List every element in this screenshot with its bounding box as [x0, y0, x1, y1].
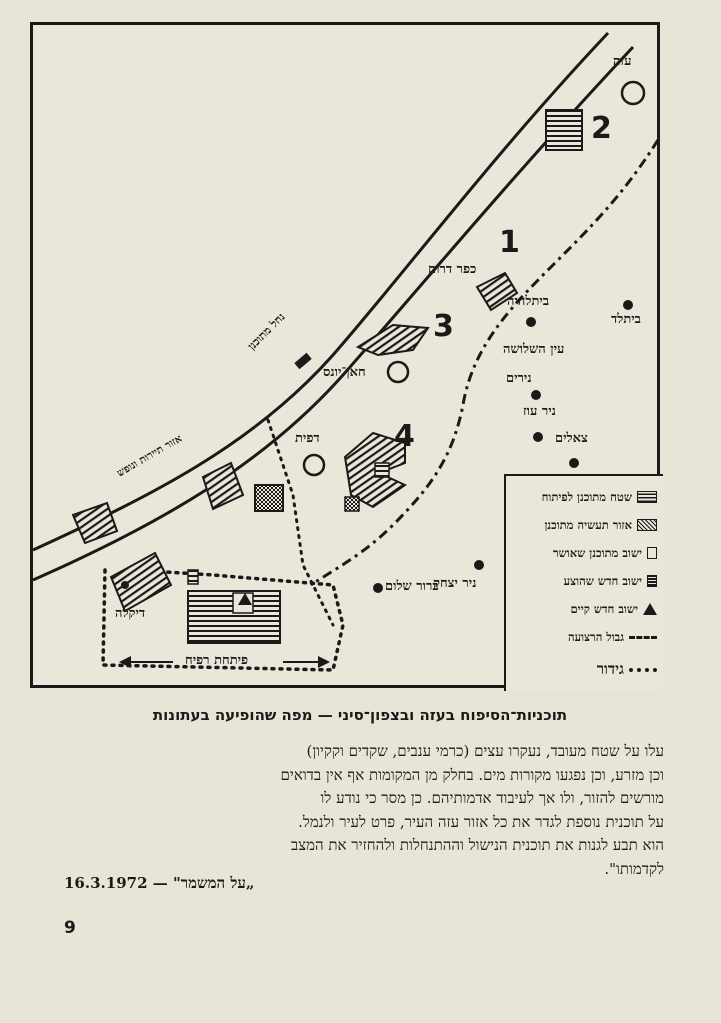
article-line: לקדמותו". [604, 859, 664, 878]
map-caption: תוכניות־הסיפוח בעזה ובצפון־סיני — מפה שהופיעה בעתונות [152, 706, 568, 724]
page-number: 9 [64, 918, 76, 938]
industry-area [255, 485, 283, 511]
planned-area-swatch [637, 491, 657, 503]
label-gaza: עזה [613, 54, 632, 69]
area-2 [546, 110, 582, 150]
triangle-icon [643, 603, 657, 615]
article-line: וכן מזרע, וכן נפגעו מקורות מים. בחלק מן המקומות אף אין בדואים [280, 765, 664, 784]
khan-yunis-circle [388, 362, 408, 382]
industry-swatch [637, 519, 657, 531]
map-frame [30, 22, 660, 688]
article-line: מורשים להזור, ולו אך לעיבוד אדמותיהם. כן מסר כי נודע לו [320, 789, 664, 807]
nahal-marker [294, 353, 311, 369]
area-number-3: 3 [433, 309, 454, 344]
coast-area-left [73, 503, 117, 543]
label-bror-shalom: ברור שלום [385, 579, 439, 594]
area-number-2: 2 [591, 111, 612, 146]
legend-proposed-border: גבול הרצועה [568, 630, 657, 644]
label-bet-lid: ביתלד [611, 312, 641, 327]
label-dafit: דפית [295, 431, 320, 446]
legend-planned-area: שטח מתוכנן לפיתוח [542, 490, 657, 504]
source-citation: „על המשמר" — 16.3.1972 [64, 874, 255, 892]
article-line: עלו על שטח מעובד, נעקרו עצים (כרמי ענבים, שקדים וקקיון) [306, 742, 664, 760]
gaza-circle [622, 82, 644, 104]
label-ein-hashlosha: עין השלושה [503, 342, 565, 357]
area-3 [358, 325, 428, 355]
article-line: הוא תבע לגנות את תוכנית הנישול וההתנחלות ולהחזיר את המצב [290, 836, 664, 854]
label-kfar-darom: כפר דרום [428, 262, 477, 277]
article-text [64, 740, 664, 881]
legend-planned-industry: אזור תעשיה מתוכנן [544, 518, 657, 532]
legend-fence: גידור [597, 660, 657, 679]
label-rafiah-corridor: פיתחת רפיח [185, 653, 249, 668]
executed-settlement-marker [188, 570, 198, 584]
area-number-4: 4 [394, 419, 415, 454]
executed-swatch [647, 575, 657, 587]
dafit-circle [304, 455, 324, 475]
label-dikla: דיקלה [115, 606, 146, 621]
dash-line-swatch [629, 636, 657, 639]
legend-approved-settlement: ישוב מתוכנן שאושר [553, 546, 657, 560]
label-tourism-zone: אזור תיירות ונופש [114, 432, 185, 480]
label-nirim: נירים [506, 371, 532, 386]
label-nahal-mitzvan: נחל מתוכנן [245, 310, 288, 353]
dikla-area [111, 553, 171, 611]
approved-swatch [647, 547, 657, 559]
legend-new-settlement-existing: ישוב חדש קיים [571, 602, 658, 616]
label-nir-oz: ניר עוז [523, 404, 556, 419]
article-line: על תוכנית נוספת לגדר את כל אזור עזה העיר, פרט לעיר ולנמל. [298, 812, 664, 831]
dot-line-swatch [629, 668, 657, 672]
label-bet-lahia: ביתלהיה [507, 294, 550, 309]
legend-new-settlement-executed: ישוב חדש שהוצע [564, 574, 657, 588]
label-tzeelim: צאלים [555, 431, 588, 446]
label-nir-yitzhak: ניר יצחק [433, 576, 477, 591]
label-khan-yunis: חאן־יונס [323, 365, 366, 380]
map-legend [504, 474, 663, 691]
area-number-1: 1 [499, 225, 520, 260]
